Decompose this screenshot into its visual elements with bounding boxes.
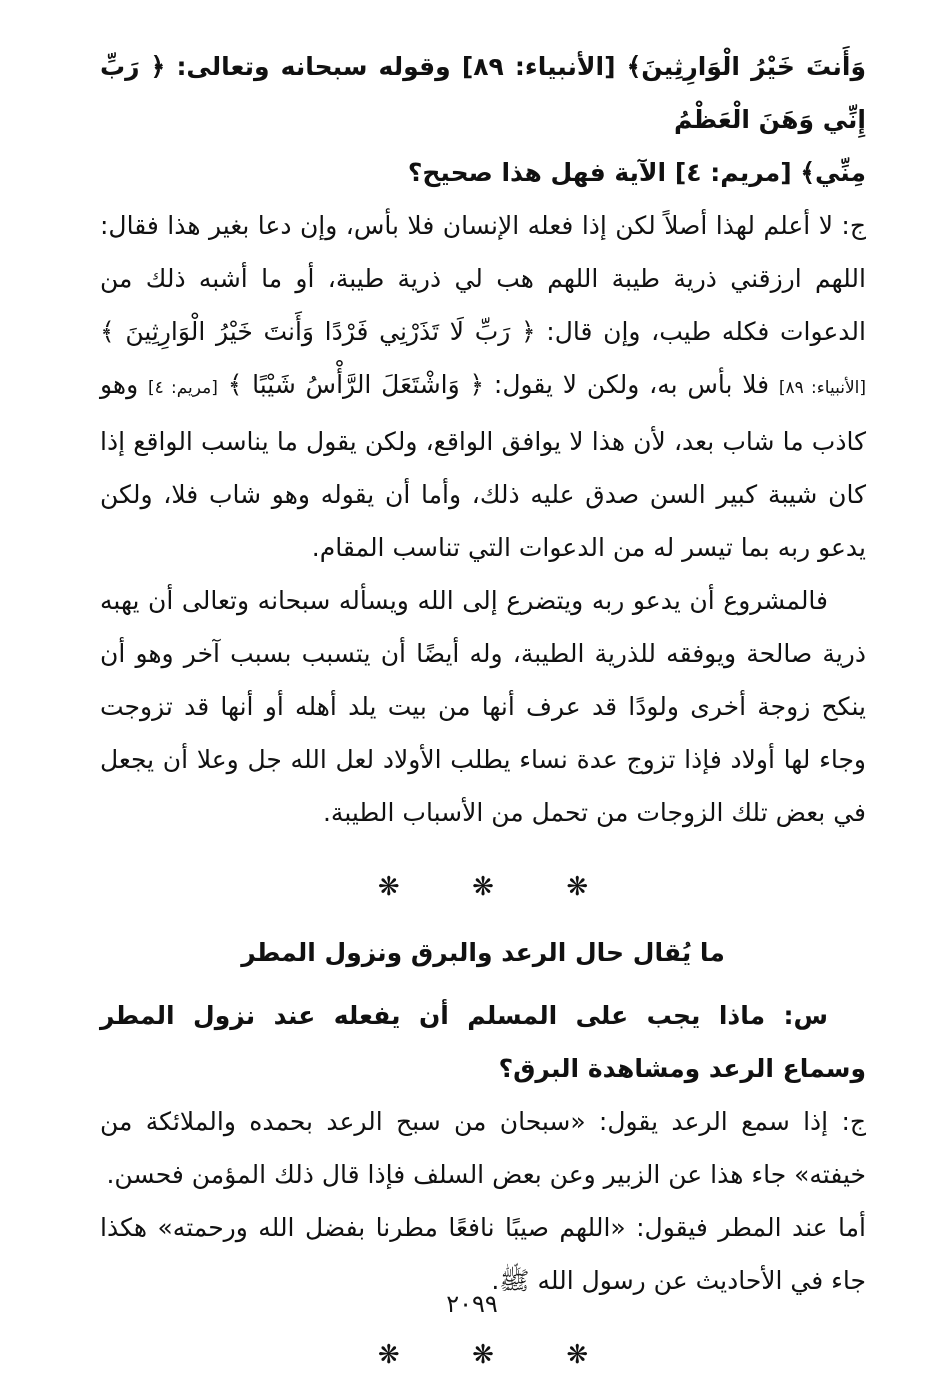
question-1-line-2: مِنِّي﴾ [مريم: ٤] الآية فهل هذا صحيح؟ — [407, 158, 866, 187]
answer-1-paragraph-2: فالمشروع أن يدعو ربه ويتضرع إلى الله ويسأله سبحانه وتعالى أن يهبه ذرية صالحة ويوفقه للذرية الطيبة، وله أيضًا أن يتسبب بسبب آخر وهو أن ينكح زوجة أخرى ولودًا قد عرف أنها من بيت يلد أهله أو أنها قد تزوجت وجاء لها أولاد فإذا تزوج عدة نساء يطلب الأولاد لعل الله جل وعلا أن يجعل في بعض تلك الزوجات من تحمل من الأسباب الطيبة. — [100, 586, 866, 827]
page-number: ٢٠٩٩ — [446, 1290, 498, 1318]
question-1-continuation — [100, 40, 866, 199]
answer-1-reference-anbiya: [الأنبياء: ٨٩] — [778, 378, 866, 398]
separator-star-icon: ❋ — [566, 1340, 589, 1370]
page-body — [100, 40, 866, 1381]
question-1-line-1: وَأَنتَ خَيْرُ الْوَارِثِينَ﴾ [الأنبياء: ٨٩] وقوله سبحانه وتعالى: ﴿ رَبِّ إِنِّي وَهَنَ الْعَظْمُ — [100, 52, 866, 134]
question-2: س: ماذا يجب على المسلم أن يفعله عند نزول المطر وسماع الرعد ومشاهدة البرق؟ — [100, 1001, 866, 1083]
separator-star-icon: ❋ — [377, 872, 400, 902]
answer-1-text-part-1: ج: لا أعلم لهذا أصلاً لكن إذا فعله الإنسان فلا بأس، وإن دعا بغير هذا فقال: اللهم ارزقني ذرية طيبة اللهم هب لي ذرية طيبة، أو ما أشبه ذلك من الدعوات فكله طيب، وإن قال: ﴿ رَبِّ لَا تَذَرْنِي فَرْدًا وَأَنتَ خَيْرُ الْوَارِثِينَ ﴾ — [100, 211, 866, 346]
section-separator-2 — [100, 1329, 866, 1381]
section-title: ما يُقال حال الرعد والبرق ونزول المطر — [241, 938, 725, 967]
section-separator-1 — [100, 861, 866, 913]
answer-1-text-part-3: وهو كاذب ما شاب بعد، لأن هذا لا يوافق الواقع، ولكن يقول ما يناسب الواقع إذا كان شيبة كبير السن صدق عليه ذلك، وأما أن يقوله وهو شاب فلا، ولكن يدعو ربه بما تيسر له من الدعوات التي تناسب المقام. — [100, 370, 866, 562]
answer-1-text-part-2: فلا بأس به، ولكن لا يقول: ﴿ وَاشْتَعَلَ الرَّأْسُ شَيْبًا ﴾ — [227, 370, 770, 399]
separator-star-icon: ❋ — [566, 872, 589, 902]
answer-1-reference-maryam: [مريم: ٤] — [147, 378, 218, 398]
answer-2-paragraph-2: أما عند المطر فيقول: «اللهم صيبًا نافعًا مطرنا بفضل الله ورحمته» هكذا جاء في الأحاديث عن رسول الله ﷺ. — [100, 1213, 866, 1295]
answer-1-paragraph-1 — [100, 199, 866, 574]
separator-star-icon: ❋ — [472, 1340, 494, 1370]
separator-star-icon: ❋ — [377, 1340, 400, 1370]
separator-star-icon: ❋ — [472, 872, 494, 902]
answer-2-paragraph-1: ج: إذا سمع الرعد يقول: «سبحان من سبح الرعد بحمده والملائكة من خيفته» جاء هذا عن الزبير وعن بعض السلف فإذا قال ذلك المؤمن فحسن. — [100, 1107, 866, 1189]
